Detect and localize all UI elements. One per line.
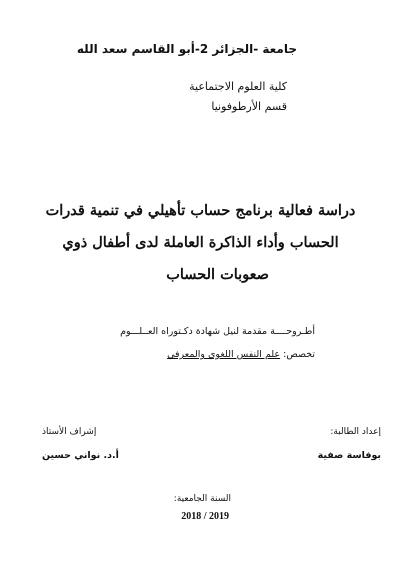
specialization-label: تخصص: [283, 349, 315, 360]
thesis-degree-statement: أطـروحــــة مقدمة لنيل شهادة دكـتوراه العــلـــوم [120, 326, 315, 337]
university-name: جامعة -الجزائر 2-أبو القاسم سعد الله [76, 42, 297, 56]
thesis-title-line-1: دراسة فعالية برنامج حساب تأهيلي في تنمية قدرات [45, 202, 356, 219]
thesis-title-line-3: صعوبات الحساب [166, 266, 269, 283]
department-name: قسم الأرطوفونيا [211, 100, 287, 113]
faculty-name: كلية العلوم الاجتماعية [189, 80, 287, 93]
thesis-title-line-2: الحساب وأداء الذاكرة العاملة لدى أطفال ذوي [62, 234, 339, 251]
specialization [167, 349, 315, 360]
student-name: بوفاسة صفية [317, 450, 381, 461]
academic-year-label: السنة الجامعية: [173, 494, 231, 504]
supervisor-name: أ.د. نواني حسين [42, 450, 119, 461]
prepared-by-label: إعداد الطالبة: [330, 427, 381, 437]
supervisor-label: إشراف الأستاذ [42, 427, 97, 437]
specialization-value: علم النفس اللغوي والمعرفي [167, 349, 281, 360]
academic-year-value: 2018 / 2019 [181, 511, 229, 522]
